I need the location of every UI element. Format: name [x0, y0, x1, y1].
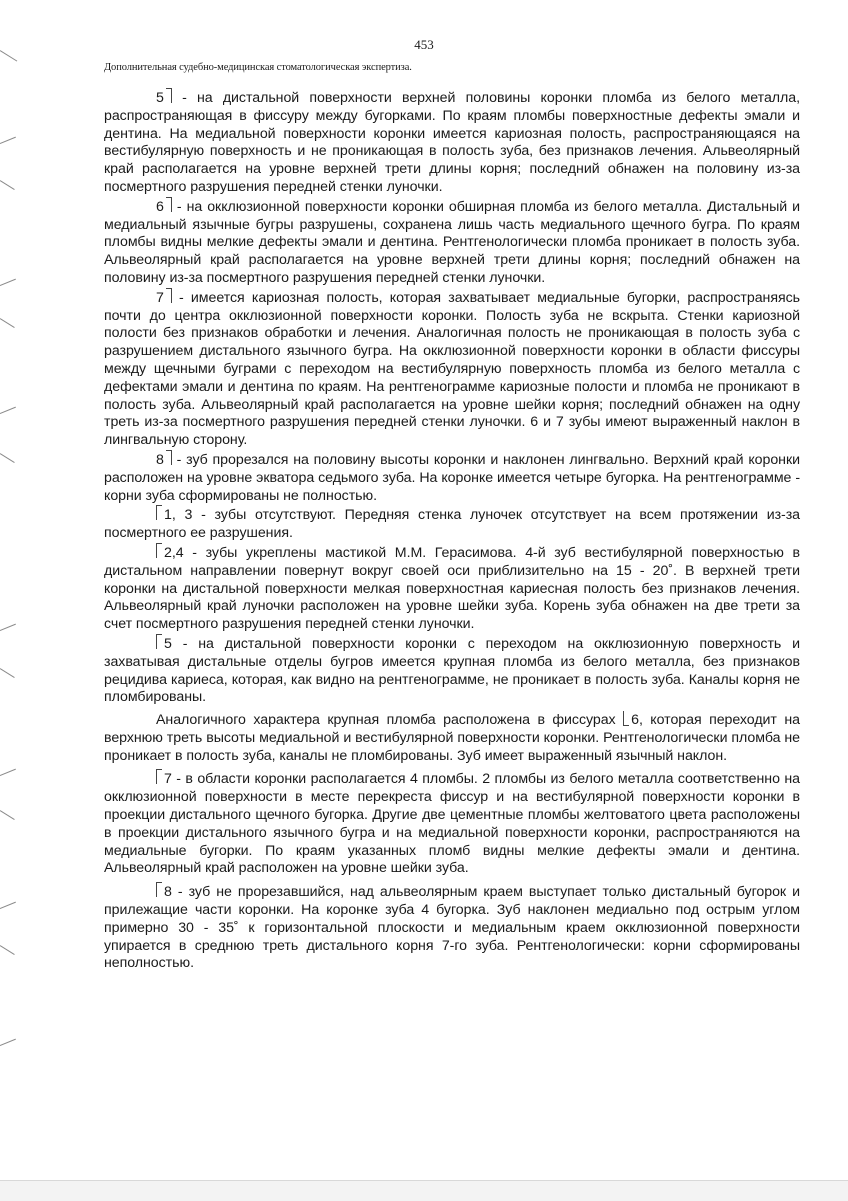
quadrant-bracket-icon — [156, 769, 162, 784]
tooth-number: 6 — [631, 712, 639, 729]
binding-mark — [0, 180, 15, 190]
page-number: 453 — [414, 37, 434, 52]
binding-mark — [0, 769, 16, 776]
tooth-number: 1, 3 — [164, 507, 193, 524]
binding-mark — [0, 279, 16, 286]
tooth-number: 8 — [164, 884, 172, 901]
binding-mark — [0, 407, 16, 414]
document-body — [104, 88, 800, 973]
paragraph-tooth-upper-left-5 — [104, 634, 800, 707]
tooth-number: 8 — [156, 451, 164, 468]
paragraph-text: - на дистальной поверхности коронки с переходом на окклюзионную поверхность и захватывая дистальные отделы бугров имеется крупная пломба из белого металла, без признаков рецидива кариеса, которая, как видно на рентгенограмме, не проникает в полость зуба. Каналы корня не пломбированы. — [104, 635, 800, 706]
paragraph-text: - зуб прорезался на половину высоты коронки и наклонен лингвально. Верхний край коронки расположен на уровне экватора седьмого зуба. На коронке имеется четыре бугорка. На рентгенограмме - корни зуба сформированы не полностью. — [104, 451, 800, 504]
paragraph-tooth-upper-left-7 — [104, 769, 800, 878]
paragraph-tooth-lower-left-6 — [104, 711, 800, 765]
paragraph-text: - зуб не прорезавшийся, над альвеолярным краем выступает только дистальный бугорок и прилежащие части коронки. На коронке зуба 4 бугорка. Зуб наклонен медиально под острым углом примерно 30 - 35˚ к горизонтальной плоскости и медиальным краем окклюзионной поверхности упирается в среднюю треть дистального корня 7-го зуба. Рентгенологически: корни сформированы неполностью. — [104, 884, 800, 972]
tooth-number: 6 — [156, 198, 164, 215]
binding-mark — [0, 318, 15, 328]
paragraph-text: - на окклюзионной поверхности коронки обширная пломба из белого металла. Дистальный и медиальный язычные бугры разрушены, сохранена лишь часть медиального щечного бугра. По краям пломбы видны мелкие дефекты эмали и дентина. Рентгенологически пломба проникает в полость зуба. Альвеолярный край располагается на уровне верхней трети длины корня; последний обнажен на половину из-за посмертного разрушения передней стенки луночки. — [104, 198, 800, 286]
quadrant-bracket-icon — [156, 543, 162, 558]
quadrant-bracket-icon — [156, 882, 162, 897]
running-head: Дополнительная судебно-медицинская стоматологическая экспертиза. — [104, 62, 412, 73]
quadrant-bracket-icon — [156, 505, 162, 520]
tooth-number: 7 — [164, 771, 172, 788]
scan-bottom-edge — [0, 1180, 848, 1201]
paragraph-text: - в области коронки располагается 4 пломбы. 2 пломбы из белого металла соответственно на окклюзионной поверхности в месте перекреста фиссур и на вестибулярной поверхности коронки в проекции дистального щечного бугорка. Другие две цементные пломбы желтоватого цвета расположены в проекции дистального язычного бугра и на медиальной поверхности коронки, распространяются на медиальные бугорки. По краям указанных пломб видны мелкие дефекты эмали и дентина. Альвеолярный край расположен на уровне шейки зуба. — [104, 771, 800, 877]
paragraph-tooth-upper-left-8 — [104, 882, 800, 973]
paragraph-teeth-upper-left-1-3 — [104, 505, 800, 543]
paragraph-tooth-upper-right-8 — [104, 450, 800, 505]
paragraph-text: , которая переходит на верхнюю треть высоты медиальной и вестибулярной поверхности коронки. Рентгенологически пломба не проникает в полость зуба, каналы не пломбированы. Зуб имеет выраженный язычный наклон. — [104, 712, 800, 764]
binding-mark — [0, 668, 15, 678]
paragraph-tooth-upper-right-5 — [104, 88, 800, 197]
quadrant-bracket-icon — [623, 711, 629, 726]
tooth-number: 5 — [164, 635, 172, 652]
binding-mark — [0, 624, 16, 631]
binding-mark — [0, 1039, 16, 1046]
paragraph-tooth-upper-right-6 — [104, 197, 800, 288]
paragraph-text: - зубы отсутствуют. Передняя стенка луночек отсутствует на всем протяжении из-за посмертного ее разрушения. — [104, 507, 801, 542]
paragraph-text: - зубы укреплены мастикой М.М. Герасимова. 4-й зуб вестибулярной поверхностью в дистальном направлении повернут вокруг своей оси приблизительно на 15 - 20˚. В верхней трети коронки на дистальной поверхности мелкая поверхностная кариесная полость без признаков лечения. Альвеолярный край луночки расположен на уровне шейки зуба. Корень зуба обнажен на две трети за счет посмертного разрушения передней стенки луночки. — [104, 544, 800, 633]
binding-mark — [0, 453, 15, 463]
tooth-number: 2,4 — [164, 544, 184, 561]
binding-mark — [0, 945, 15, 955]
quadrant-bracket-icon — [156, 634, 162, 649]
binding-mark — [0, 902, 16, 909]
binding-mark — [0, 810, 15, 820]
tooth-number: 7 — [156, 289, 164, 306]
paragraph-tooth-upper-right-7 — [104, 288, 800, 450]
paragraph-text: - на дистальной поверхности верхней половины коронки пломба из белого металла, распространяющая в фиссуру между бугорками. По краям пломбы поверхностные дефекты эмали и дентина. На медиальной поверхности коронки имеется кариозная полость, распространяющаяся на вестибулярную поверхность и не проникающая в полость зуба, без признаков лечения. Альвеолярный край располагается на уровне верхней трети длины корня; последний обнажен на половину из-за посмертного разрушения передней стенки луночки. — [104, 90, 800, 195]
paragraph-text: - имеется кариозная полость, которая захватывает медиальные бугорки, распространяясь почти до центра окклюзионной поверхности коронки. Полость зуба не вскрыта. Стенки кариозной полости без признаков обработки и лечения. Аналогичная полость не проникающая в полость зуба с разрушением дистального язычного бугра. На окклюзионной поверхности коронки в области фиссуры между щечными буграми с переходом на вестибулярную поверхность пломба из белого металла с дефектами эмали и дентина по краям. На рентгенограмме кариозные полости и пломба не проникают в полость зуба. Альвеолярный край располагается на уровне шейки корня; последний обнажен на одну треть из-за посмертного разрушения передней стенки луночки. 6 и 7 зубы имеют выраженный наклон в лингвальную сторону. — [104, 289, 800, 449]
tooth-number: 5 — [156, 90, 164, 106]
paragraph-text-before: Аналогичного характера крупная пломба расположена в фиссурах — [156, 712, 624, 729]
binding-mark — [0, 137, 16, 144]
paragraph-teeth-upper-left-2-4 — [104, 543, 800, 634]
